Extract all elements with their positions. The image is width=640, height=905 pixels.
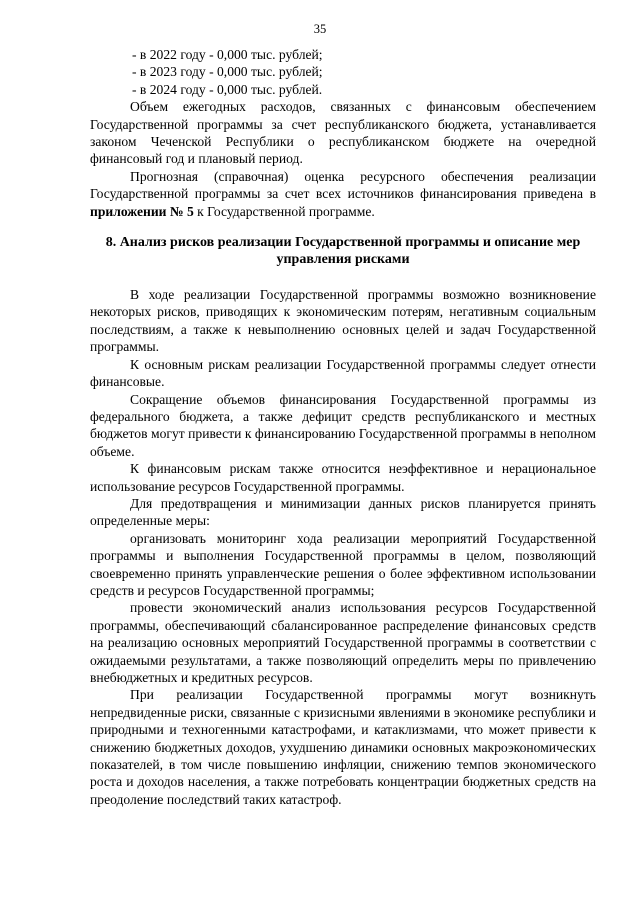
page-content [90, 46, 596, 808]
paragraph-annual-volume: Объем ежегодных расходов, связанных с финансовым обеспечением Государственной программы за счет республиканского бюджета, устанавливается законом Чеченской Республики о республиканском бюджете на очередной финансовый год и плановый период. [90, 99, 596, 167]
budget-line-2023: - в 2023 году - 0,000 тыс. рублей; [132, 64, 323, 80]
paragraph-economic-analysis: провести экономический анализ использования ресурсов Государственной программы, обеспечивающий сбалансированное распределение финансовых средств на реализацию основных мероприятий Государственной программы в соответствии с ожидаемыми результатами, а также позволяющий определить меры по привлечению внебюджетных и кредитных ресурсов. [90, 600, 596, 685]
forecast-text-start: Прогнозная (справочная) оценка ресурсного обеспечения реализации Государственной программы за счет всех источников финансирования приведена в [90, 168, 596, 202]
paragraph-forecast [90, 168, 596, 220]
section-heading: 8. Анализ рисков реализации Государственной программы и описание мер управления рисками [105, 235, 581, 268]
forecast-text-end: к Государственной программе. [193, 203, 375, 219]
paragraph-unforeseen-risks: При реализации Государственной программы могут возникнуть непредвиденные риски, связанные с кризисными явлениями в экономике республики и природными и техногенными катастрофами, и катаклизмами, что может привести к снижению бюджетных доходов, ухудшению динамики основных макроэкономических показателей, в том числе повышению инфляции, снижению темпов экономического роста и доходов населения, а также потребовать концентрации бюджетных средств на преодоление последствий таких катастроф. [90, 687, 596, 807]
budget-line-2022: - в 2022 году - 0,000 тыс. рублей; [132, 47, 323, 62]
budget-line-2024: - в 2024 году - 0,000 тыс. рублей. [132, 81, 323, 97]
paragraph-funding-cut: Сокращение объемов финансирования Государственной программы из федерального бюджета, а также дефицит средств республиканского и местных бюджетов могут привести к финансированию Государственной программы в неполном объеме. [90, 391, 596, 459]
paragraph-financial-risks: К финансовым рискам также относится неэффективное и нерациональное использование ресурсов Государственной программы. [90, 461, 596, 494]
appendix-reference: приложении № 5 [90, 203, 194, 219]
paragraph-risks-intro: В ходе реализации Государственной программы возможно возникновение некоторых рисков, приводящих к экономическим потерям, негативным социальным последствиям, а также к невыполнению основных целей и задач Государственной программы. [90, 287, 596, 355]
paragraph-monitoring: организовать мониторинг хода реализации мероприятий Государственной программы и выполнения Государственной программы в целом, позволяющий своевременно принять управленческие решения о более эффективном использовании средств и ресурсов Государственной программы; [90, 530, 596, 598]
paragraph-main-risks: К основным рискам реализации Государственной программы следует отнести финансовые. [90, 356, 596, 390]
page-number: 35 [313, 22, 327, 36]
paragraph-prevention-measures: Для предотвращения и минимизации данных рисков планируется принять определенные меры: [90, 495, 596, 529]
